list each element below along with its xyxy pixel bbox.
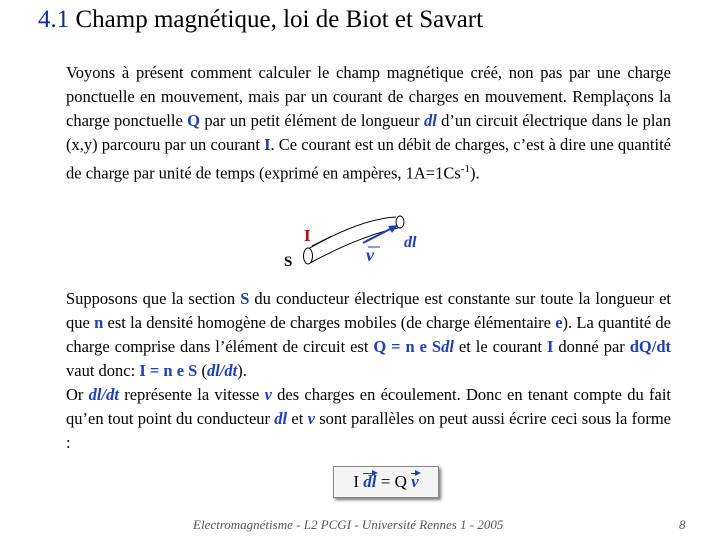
term-dl: dl <box>441 337 454 356</box>
text: ). <box>469 163 480 183</box>
text: Voyons à présent comment calculer le champ magnétique créé, non pas par une charge ponctuelle en mouvement, mais par un courant de charges en mouvement. Remplaçons la charge ponctuelle <box>66 63 671 130</box>
text: est la densité homogène de charges mobiles (de charge élémentaire <box>103 313 556 332</box>
label-dl: dl <box>404 234 417 251</box>
label-I: I <box>304 226 311 245</box>
text: Supposons que la section <box>66 289 241 308</box>
text: du conducteur électrique est constante sur toute la longueur et que <box>66 289 671 332</box>
text: . Ce courant est un débit de charges, c’est à dire une quantité de charge par unité de temps (exprimé en ampères, 1A=1Cs <box>66 135 671 183</box>
label-S: S <box>284 254 293 270</box>
equation-Q: Q = n e S <box>373 337 442 356</box>
term-dQdt: dQ/dt <box>629 337 671 356</box>
term-I: I <box>264 135 271 154</box>
formula-v-vector: v <box>411 472 419 491</box>
formula-I: I <box>353 472 359 491</box>
text: et <box>287 409 308 428</box>
text: donné par <box>553 337 630 356</box>
text: Or <box>66 385 89 404</box>
term-v: v <box>264 385 272 404</box>
text: sont parallèles on peut aussi écrire ceci sous la forme : <box>66 409 671 452</box>
term-n: n <box>94 313 104 332</box>
section-S-ellipse <box>304 248 313 264</box>
formula-box <box>333 466 439 498</box>
term-e: e <box>555 313 563 332</box>
conductor-bottom-line <box>310 227 402 263</box>
text: des charges en écoulement. Donc en tenant compte du fait qu’en tout point du conducteur <box>66 385 671 428</box>
text: et le courant <box>453 337 548 356</box>
current-arrow <box>312 236 332 246</box>
term-I: I <box>547 337 554 356</box>
term-S: S <box>240 289 250 308</box>
formula-dl-vector: dl <box>363 472 377 491</box>
term-dl: dl <box>423 111 437 130</box>
section-number: 4.1 <box>38 6 70 33</box>
text: ). <box>237 361 247 380</box>
formula-equals: = Q <box>376 472 412 491</box>
equation-I: I = n e S <box>139 361 198 380</box>
page-title <box>38 6 483 34</box>
title-text: Champ magnétique, loi de Biot et Savart <box>75 6 484 33</box>
current-element-diagram <box>270 205 450 275</box>
term-Q: Q <box>187 111 200 130</box>
term-dl: dl <box>274 409 288 428</box>
term-dldt: dl/dt <box>88 385 119 404</box>
text: vaut donc: <box>66 361 140 380</box>
text: d’un circuit électrique dans le plan (x,y) parcouru par un courant <box>66 111 672 154</box>
page-number: 8 <box>679 517 686 532</box>
text: ). La quantité de charge comprise dans l’élément de circuit est <box>66 313 671 356</box>
term-v: v <box>307 409 315 428</box>
end-ellipse <box>396 216 404 228</box>
text: par un petit élément de longueur <box>199 111 424 130</box>
text: représente la vitesse <box>118 385 265 404</box>
label-v: v <box>366 245 374 265</box>
paragraph-intro <box>66 61 671 186</box>
paragraph-derivation <box>66 287 671 455</box>
v-vector-line <box>366 235 378 241</box>
superscript: -1 <box>460 163 470 175</box>
footer-text: Electromagnétisme - L2 PCGI - Université Rennes 1 - 2005 <box>193 517 504 532</box>
text: ( <box>197 361 207 380</box>
term-dldt: dl/dt <box>206 361 238 380</box>
